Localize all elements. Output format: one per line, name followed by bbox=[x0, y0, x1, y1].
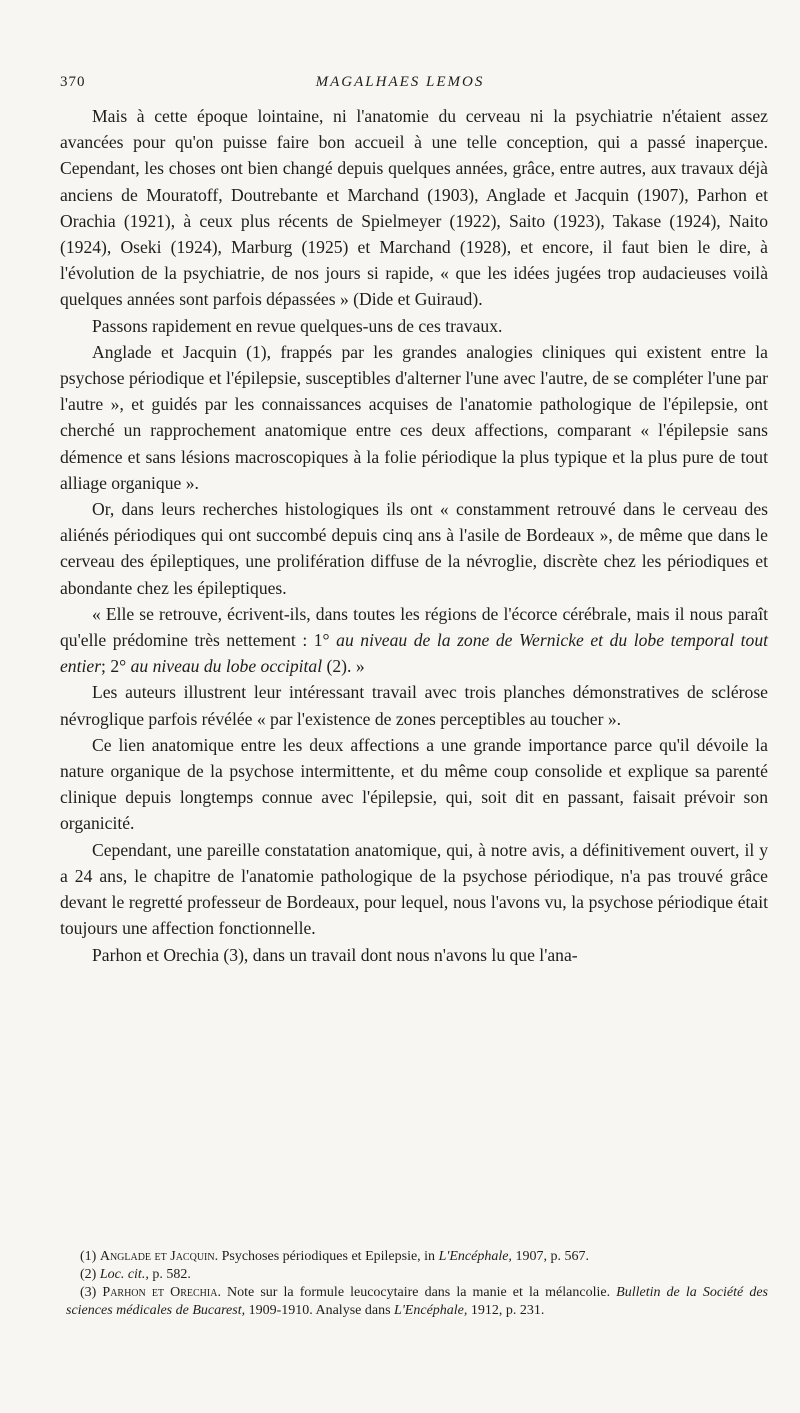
footnote-source: Bulletin de la Société des sciences médicales de Bucarest, bbox=[66, 1285, 768, 1318]
quote-paragraph bbox=[60, 601, 768, 680]
footnote bbox=[66, 1266, 768, 1284]
footnote-number: (3) bbox=[80, 1285, 103, 1300]
footnote-source: L'Encéphale, bbox=[394, 1303, 468, 1318]
footnote-tail: 1909-1910. Analyse dans bbox=[245, 1303, 395, 1318]
paragraph: Anglade et Jacquin (1), frappés par les grandes analogies cliniques qui existent entre la psychose périodique et l'épilepsie, susceptibles d'alterner l'une avec l'autre, de se compléter l'une par l'autre », et guidés par les connaissances acquises de l'anatomie pathologique de l'épilepsie, ont cherché un rapprochement anatomique entre ces deux affections, comparant « l'épilepsie sans démence et sans lésions macroscopiques à la folie périodique la plus typique et la plus pure de tout alliage organique ». bbox=[60, 341, 768, 493]
quote-text: (2). » bbox=[322, 656, 365, 677]
footnote-authors: Parhon et Orechia. bbox=[102, 1285, 221, 1300]
footnote-number: (2) bbox=[80, 1267, 100, 1282]
footnote-source: Loc. cit., bbox=[99, 1267, 149, 1282]
paragraph: Or, dans leurs recherches histologiques ils ont « constamment retrouvé dans le cerveau des aliénés périodiques qui ont succombé depuis cinq ans à l'asile de Bordeaux », de même que dans le cerveau des épileptiques, une prolifération diffuse de la névroglie, discrète chez les périodiques et abondante chez les épileptiques. bbox=[60, 499, 768, 598]
footnote-tail: p. 582. bbox=[148, 1267, 191, 1282]
footnote bbox=[66, 1284, 768, 1320]
running-title: MAGALHAES LEMOS bbox=[315, 74, 485, 90]
page-number: 370 bbox=[60, 74, 86, 90]
paragraph: Cependant, une pareille constatation anatomique, qui, à notre avis, a définitivement ouvert, il y a 24 ans, le chapitre de l'anatomie pathologique de la psychose périodique, n'a pas trouvé grâce devant le regretté professeur de Bordeaux, pour lequel, nous l'avons vu, la psychose périodique était toujours une affection fonctionnelle. bbox=[60, 839, 768, 939]
paragraph: Ce lien anatomique entre les deux affections a une grande importance parce qu'il dévoile la nature organique de la psychose intermittente, et du même coup consolide et explique sa parenté clinique depuis longtemps connue avec l'épilepsie, qui, soit dit en passant, faisait prévoir son organicité. bbox=[60, 734, 768, 834]
footnote-tail: 1907, p. 567. bbox=[511, 1249, 589, 1264]
footnote-source: L'Encéphale, bbox=[438, 1249, 512, 1264]
footnotes bbox=[66, 1248, 768, 1320]
footnote bbox=[66, 1248, 768, 1266]
quote-text: « Elle se retrouve, écrivent-ils, dans toutes les régions de l'écorce cérébrale, mais il nous paraît qu'elle prédomine très nettement : 1° bbox=[60, 603, 768, 651]
paragraph: Les auteurs illustrent leur intéressant travail avec trois planches démonstratives de sclérose névroglique parfois révélée « par l'existence de zones perceptibles au toucher ». bbox=[60, 682, 768, 729]
body-text bbox=[60, 103, 768, 968]
footnote-text: Note sur la formule leucocytaire dans la manie et la mélancolie. bbox=[220, 1285, 617, 1300]
paragraph: Passons rapidement en revue quelques-uns de ces travaux. bbox=[92, 315, 503, 336]
quote-italic: au niveau de la zone de Wernicke et du lobe temporal tout entier bbox=[60, 630, 769, 677]
quote-text: ; 2° bbox=[101, 656, 131, 677]
footnote-text: Psychoses périodiques et Epilepsie, in bbox=[218, 1249, 439, 1264]
paragraph: Mais à cette époque lointaine, ni l'anatomie du cerveau ni la psychiatrie n'étaient assez avancées pour qu'on puisse faire bon accueil à une telle conception, qui a passé inaperçue. Cependant, les choses ont bien changé depuis quelques années, grâce, entre autres, aux travaux déjà anciens de Mouratoff, Doutrebante et Marchand (1903), Anglade et Jacquin (1907), Parhon et Orachia (1921), à ceux plus récents de Spielmeyer (1922), Saito (1923), Takase (1924), Naito (1924), Oseki (1924), Marburg (1925) et Marchand (1928), et encore, il faut bien le dire, à l'évolution de la psychiatrie, de nos jours si rapide, « que les idées jugées trop audacieuses voilà quelques années sont parfois dépassées » (Dide et Guiraud). bbox=[60, 106, 768, 310]
quote-italic: au niveau du lobe occipital bbox=[130, 656, 323, 677]
running-header bbox=[60, 74, 740, 98]
footnote-tail: 1912, p. 231. bbox=[467, 1303, 545, 1318]
footnote-number: (1) bbox=[80, 1249, 100, 1264]
paragraph: Parhon et Orechia (3), dans un travail dont nous n'avons lu que l'ana- bbox=[92, 944, 578, 965]
footnote-authors: Anglade et Jacquin. bbox=[99, 1249, 219, 1264]
